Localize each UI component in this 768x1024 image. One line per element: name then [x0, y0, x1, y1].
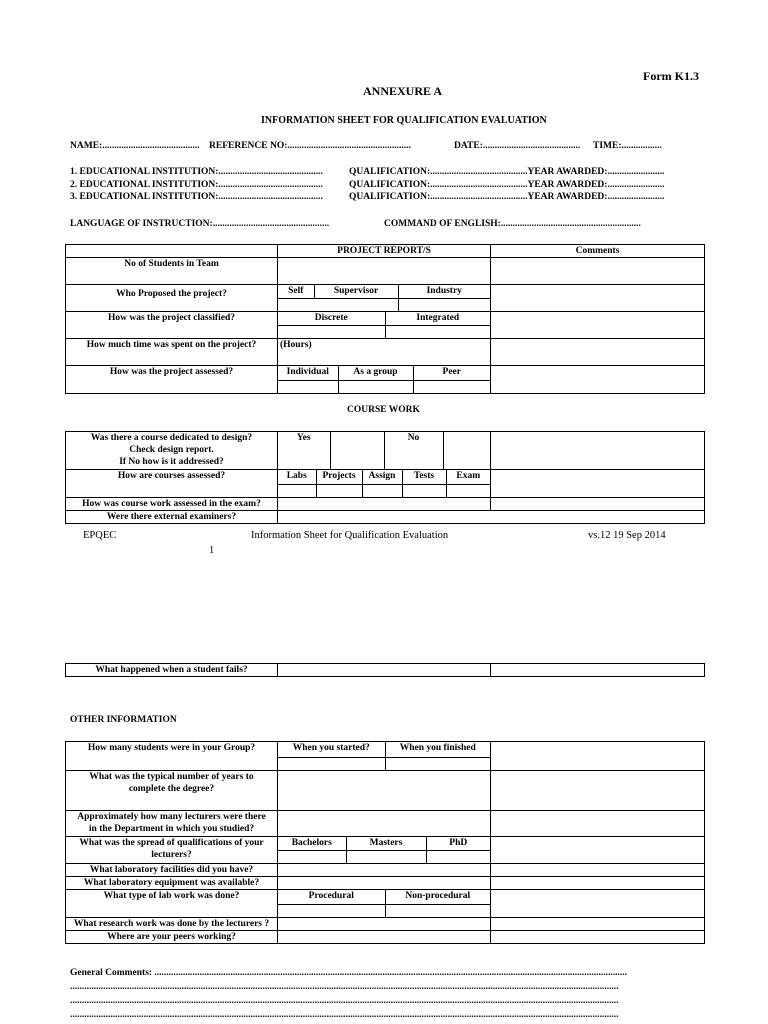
comment-cell[interactable]	[491, 664, 705, 677]
course-work-table	[65, 431, 705, 524]
as-a-group-input[interactable]	[338, 380, 413, 393]
option-projects: Projects	[316, 470, 362, 484]
phd-input[interactable]	[426, 850, 490, 863]
q-time-spent: How much time was spent on the project?	[66, 339, 278, 366]
footer-right: vs.12 19 Sep 2014	[588, 530, 666, 541]
masters-input[interactable]	[346, 850, 426, 863]
q-student-fails: What happened when a student fails?	[66, 664, 278, 677]
option-industry: Industry	[398, 285, 490, 298]
assign-input[interactable]	[362, 484, 402, 497]
comment-cell[interactable]	[491, 498, 705, 511]
project-table	[65, 244, 705, 394]
q-students-in-team: No of Students in Team	[66, 258, 278, 285]
labs-input[interactable]	[278, 484, 316, 497]
option-masters: Masters	[346, 837, 426, 850]
comment-cell[interactable]	[491, 837, 705, 864]
option-self: Self	[278, 285, 314, 298]
general-comments-field[interactable]: General Comments: .......................................................................................................................................................................................................	[70, 968, 628, 978]
comment-cell[interactable]	[491, 258, 705, 285]
comment-cell[interactable]	[491, 470, 705, 498]
when-finished-label: When you finished	[385, 742, 490, 757]
q-lecturers-line-2: in the Department in which you studied?	[88, 824, 255, 834]
q-research-work: What research work was done by the lecturers ?	[66, 918, 278, 931]
qualification-2-field[interactable]: QUALIFICATION:.........................................YEAR AWARDED:........................	[349, 180, 665, 190]
q-years-degree	[66, 771, 278, 811]
proposed-self-supervisor-input[interactable]	[278, 298, 398, 311]
form-number: Form K1.3	[643, 69, 699, 83]
qualification-3-field[interactable]: QUALIFICATION:.........................................YEAR AWARDED:........................	[349, 192, 665, 202]
proposed-industry-input[interactable]	[398, 298, 490, 311]
fails-table	[65, 663, 705, 677]
yes-input[interactable]	[330, 432, 384, 469]
comment-cell[interactable]	[491, 890, 705, 918]
q-design-line-1: Was there a course dedicated to design?	[90, 433, 253, 443]
q-design-course	[66, 432, 278, 470]
hours-input[interactable]: (Hours)	[278, 339, 491, 366]
comment-cell[interactable]	[491, 864, 705, 877]
no-input[interactable]	[443, 432, 490, 469]
when-started-input[interactable]	[278, 757, 385, 770]
students-in-team-cell[interactable]	[278, 258, 491, 285]
q-lab-equipment: What laboratory equipment was available?	[66, 877, 278, 890]
option-labs: Labs	[278, 470, 316, 484]
general-comments-line[interactable]: .......................................................................................................................................................................................................................................	[70, 982, 619, 992]
lab-facilities-input[interactable]	[278, 864, 491, 877]
q-who-proposed: Who Proposed the project?	[66, 285, 278, 312]
footer-left: EPQEC	[83, 530, 117, 541]
individual-input[interactable]	[278, 380, 338, 393]
comment-cell[interactable]	[491, 742, 705, 771]
comments-header: Comments	[491, 245, 705, 258]
project-report-header: PROJECT REPORT/S	[278, 245, 491, 258]
footer-center: Information Sheet for Qualification Evaluation	[251, 530, 449, 541]
bachelors-input[interactable]	[278, 850, 346, 863]
institution-3-field[interactable]: 3. EDUCATIONAL INSTITUTION:............................................	[70, 192, 323, 202]
q-lab-work-type: What type of lab work was done?	[66, 890, 278, 918]
lab-equipment-input[interactable]	[278, 877, 491, 890]
option-yes: Yes	[278, 432, 330, 469]
option-procedural: Procedural	[278, 890, 385, 904]
integrated-input[interactable]	[385, 325, 490, 338]
reference-field[interactable]: REFERENCE NO:....................................................	[209, 141, 411, 151]
comment-cell[interactable]	[491, 918, 705, 931]
option-integrated: Integrated	[385, 312, 490, 325]
q-lecturers-line-1: Approximately how many lecturers were there	[77, 812, 266, 822]
q-group-size: How many students were in your Group?	[66, 742, 278, 771]
q-years-line-2: complete the degree?	[128, 784, 215, 794]
name-field[interactable]: NAME:.........................................	[70, 141, 200, 151]
years-degree-input[interactable]	[278, 771, 491, 811]
other-information-title: OTHER INFORMATION	[70, 715, 177, 725]
q-how-assessed: How was the project assessed?	[66, 366, 278, 394]
tests-input[interactable]	[402, 484, 446, 497]
sheet-title: INFORMATION SHEET FOR QUALIFICATION EVALUATION	[261, 115, 547, 126]
comment-cell[interactable]	[491, 811, 705, 837]
option-bachelors: Bachelors	[278, 837, 346, 850]
q-lab-facilities: What laboratory facilities did you have?	[66, 864, 278, 877]
option-individual: Individual	[278, 366, 338, 380]
comment-cell[interactable]	[491, 366, 705, 394]
procedural-input[interactable]	[278, 904, 385, 917]
option-no: No	[384, 432, 443, 469]
option-assign: Assign	[362, 470, 402, 484]
annexure-title: ANNEXURE A	[363, 84, 443, 98]
option-exam: Exam	[446, 470, 490, 484]
option-supervisor: Supervisor	[314, 285, 398, 298]
institution-1-field[interactable]: 1. EDUCATIONAL INSTITUTION:............................................	[70, 167, 323, 177]
other-information-table	[65, 741, 705, 944]
peers-working-input[interactable]	[278, 931, 491, 944]
q-spread-line-2: lecturers?	[151, 850, 192, 860]
page-number: 1	[209, 545, 215, 556]
comment-cell[interactable]	[491, 285, 705, 312]
option-as-a-group: As a group	[338, 366, 413, 380]
q-exam-assessment: How was course work assessed in the exam?	[66, 498, 278, 511]
q-design-line-3: If No how is it addressed?	[119, 457, 224, 467]
option-non-procedural: Non-procedural	[385, 890, 490, 904]
comment-cell[interactable]	[491, 877, 705, 890]
option-peer: Peer	[413, 366, 490, 380]
option-phd: PhD	[426, 837, 490, 850]
non-procedural-input[interactable]	[385, 904, 490, 917]
q-design-line-2: Check design report.	[129, 445, 214, 455]
option-discrete: Discrete	[278, 312, 385, 325]
comment-cell[interactable]	[491, 432, 705, 470]
lecturers-count-input[interactable]	[278, 811, 491, 837]
discrete-input[interactable]	[278, 325, 385, 338]
language-field[interactable]: LANGUAGE OF INSTRUCTION:.................................................	[70, 219, 330, 229]
q-external-examiners: Were there external examiners?	[66, 511, 278, 524]
peer-input[interactable]	[413, 380, 490, 393]
q-how-classified: How was the project classified?	[66, 312, 278, 339]
course-work-title: COURSE WORK	[347, 405, 420, 415]
general-comments-line[interactable]: .......................................................................................................................................................................................................................................	[70, 996, 619, 1006]
student-fails-input[interactable]	[278, 664, 491, 677]
external-examiners-input[interactable]	[278, 511, 705, 524]
research-work-input[interactable]	[278, 918, 491, 931]
comment-cell[interactable]	[491, 312, 705, 339]
q-peers-working: Where are your peers working?	[66, 931, 278, 944]
institution-2-field[interactable]: 2. EDUCATIONAL INSTITUTION:............................................	[70, 180, 323, 190]
exam-assessment-input[interactable]	[278, 498, 491, 511]
projects-input[interactable]	[316, 484, 362, 497]
q-lecturers-count	[66, 811, 278, 837]
comment-cell[interactable]	[491, 771, 705, 811]
q-years-line-1: What was the typical number of years to	[89, 772, 254, 782]
when-finished-input[interactable]	[385, 757, 490, 770]
date-field[interactable]: DATE:.........................................	[454, 141, 581, 151]
comment-cell[interactable]	[491, 339, 705, 366]
when-started-label: When you started?	[278, 742, 385, 757]
english-field[interactable]: COMMAND OF ENGLISH:...........................................................	[384, 219, 641, 229]
comment-cell[interactable]	[491, 931, 705, 944]
time-field[interactable]: TIME:.................	[593, 141, 662, 151]
q-lecturer-qualifications	[66, 837, 278, 864]
q-spread-line-1: What was the spread of qualifications of your	[79, 838, 264, 848]
exam-input[interactable]	[446, 484, 490, 497]
option-tests: Tests	[402, 470, 446, 484]
qualification-1-field[interactable]: QUALIFICATION:.........................................YEAR AWARDED:........................	[349, 167, 665, 177]
general-comments-line[interactable]: .......................................................................................................................................................................................................................................	[70, 1010, 619, 1020]
q-courses-assessed: How are courses assessed?	[66, 470, 278, 498]
